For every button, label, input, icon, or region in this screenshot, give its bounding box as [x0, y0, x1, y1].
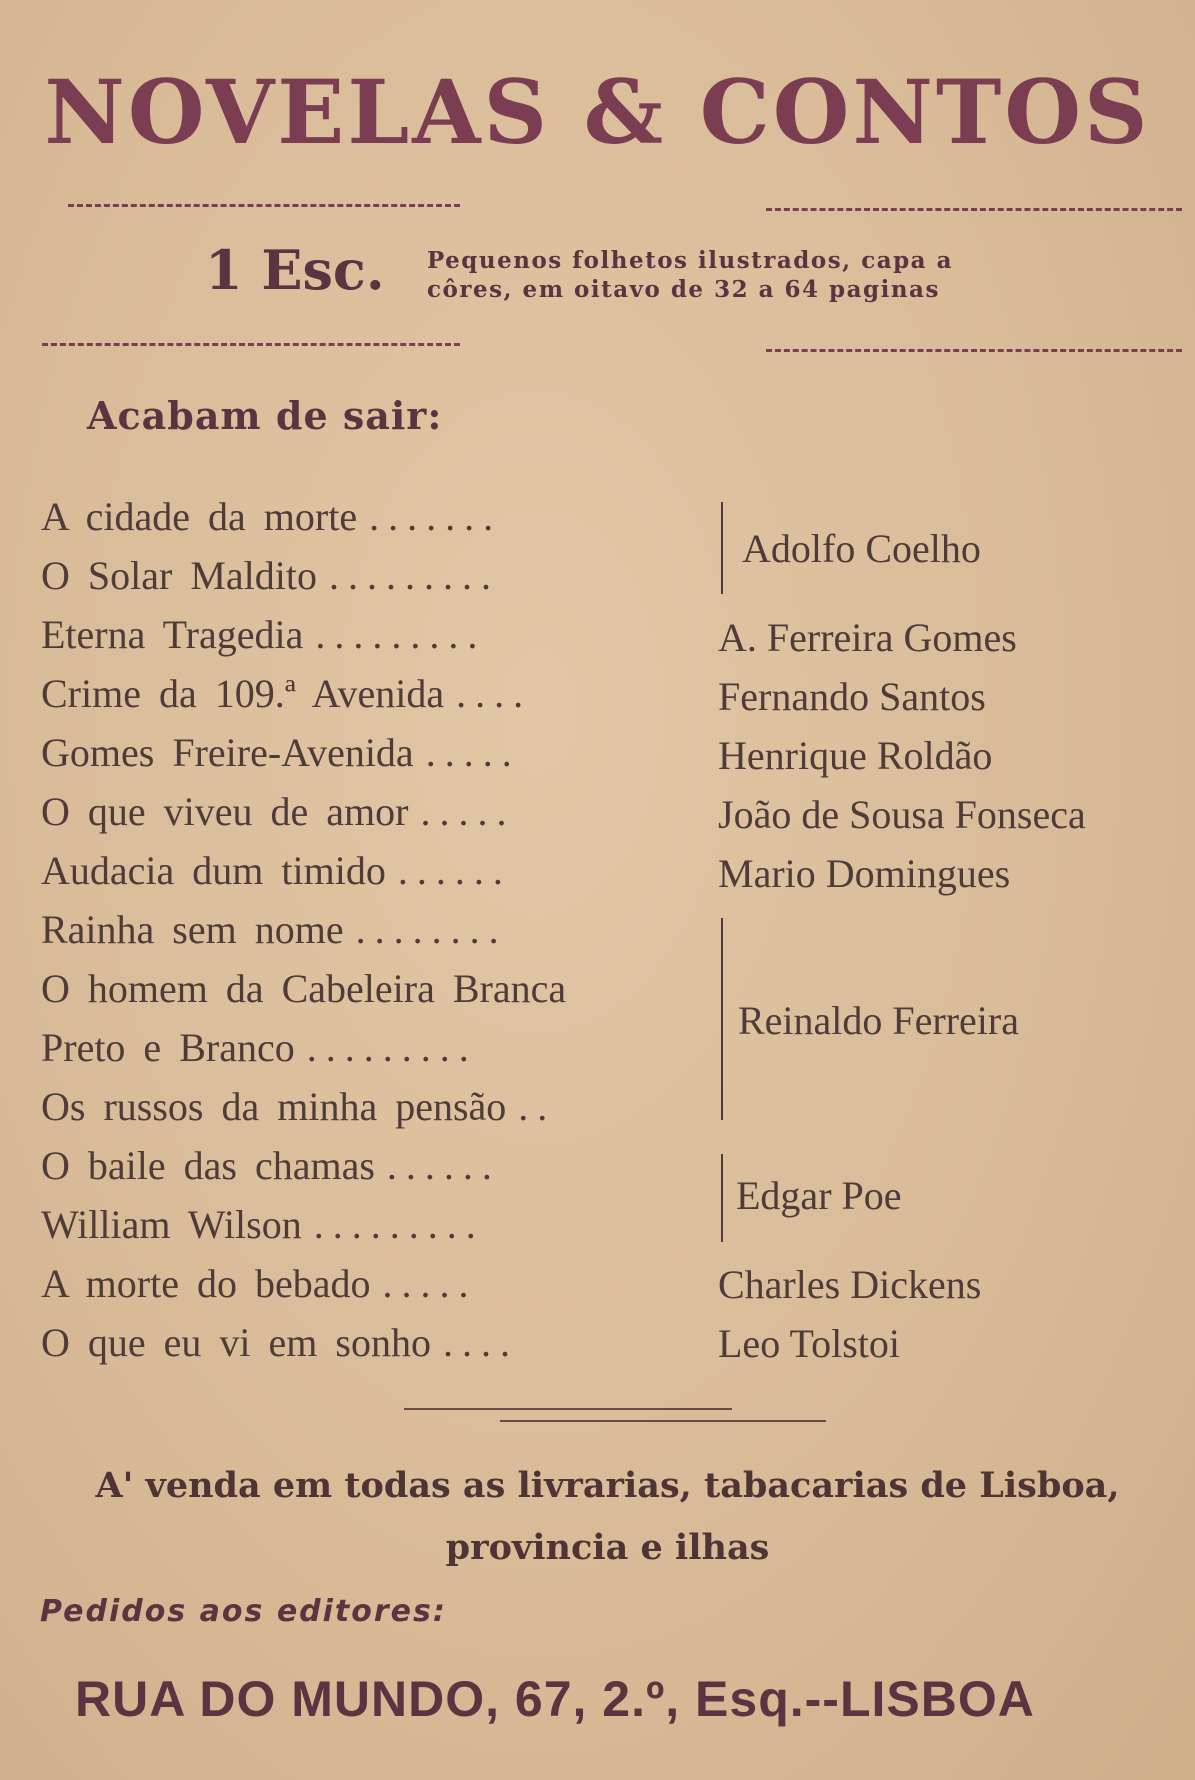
book-item [41, 841, 681, 900]
leader-dots: .... [442, 1320, 519, 1365]
book-item [41, 1077, 681, 1136]
book-title: O baile das chamas [41, 1143, 375, 1188]
author-name: Adolfo Coelho [742, 526, 981, 571]
author-name: Leo Tolstoi [718, 1321, 901, 1366]
author-name: A. Ferreira Gomes [718, 615, 1017, 660]
author-name: Charles Dickens [718, 1262, 982, 1307]
book-title: Preto e Branco [41, 1025, 295, 1070]
book-list [41, 487, 681, 1372]
leader-dots: ........ [355, 907, 508, 952]
leader-dots: ....... [369, 494, 503, 539]
author-name: Fernando Santos [718, 674, 986, 719]
author-name: Henrique Roldão [718, 733, 993, 778]
author-name: Edgar Poe [736, 1173, 902, 1218]
divider-line [500, 1420, 826, 1422]
book-title: Os russos da minha pensão [41, 1084, 507, 1129]
book-item [41, 782, 681, 841]
leader-dots: ......... [306, 1025, 478, 1070]
author-name: Reinaldo Ferreira [738, 998, 1019, 1043]
group-bracket [721, 918, 723, 1120]
availability-line: A' venda em todas as livrarias, tabacarias de Lisboa, [95, 1465, 1120, 1506]
divider-mid-left [42, 343, 460, 346]
leader-dots: ......... [315, 612, 487, 657]
availability-line: provincia e ilhas [445, 1527, 770, 1568]
book-item [41, 546, 681, 605]
divider-top-left [68, 204, 460, 207]
publisher-address: RUA DO MUNDO, 67, 2.º, Esq.--LISBOA [75, 1671, 1035, 1727]
book-item [41, 605, 681, 664]
leader-dots: ..... [382, 1261, 478, 1306]
author-name: Mario Domingues [718, 851, 1011, 896]
divider-line [404, 1408, 732, 1410]
book-title: Gomes Freire-Avenida [41, 730, 414, 775]
leader-dots: ..... [425, 730, 521, 775]
leader-dots: .. [518, 1084, 557, 1129]
book-title: O que viveu de amor [41, 789, 409, 834]
book-item [41, 1313, 681, 1372]
series-description: Pequenos folhetos ilustrados, capa a côres, em oitavo de 32 a 64 paginas [427, 247, 953, 303]
book-title: O Solar Maldito [41, 553, 317, 598]
book-title: Rainha sem nome [41, 907, 344, 952]
divider-top-right [766, 208, 1182, 211]
availability-notice [20, 1455, 1195, 1579]
author-name: João de Sousa Fonseca [718, 792, 1086, 837]
leader-dots: .... [456, 671, 533, 716]
leader-dots: ...... [386, 1143, 501, 1188]
book-title: Eterna Tragedia [41, 612, 304, 657]
leader-dots: ...... [397, 848, 512, 893]
book-item [41, 1018, 681, 1077]
group-bracket [721, 502, 723, 594]
price-label: 1 Esc. [205, 238, 385, 302]
book-item [41, 487, 681, 546]
book-item [41, 723, 681, 782]
new-releases-heading: Acabam de sair: [87, 393, 443, 438]
book-title: A cidade da morte [41, 494, 358, 539]
book-item [41, 1254, 681, 1313]
divider-mid-right [766, 349, 1182, 352]
book-title: Audacia dum timido [41, 848, 386, 893]
orders-label: Pedidos aos editores: [40, 1594, 447, 1629]
group-bracket [721, 1154, 723, 1242]
book-title: O homem da Cabeleira Branca [41, 966, 567, 1011]
book-title: A morte do bebado [41, 1261, 371, 1306]
book-item [41, 1136, 681, 1195]
leader-dots: ......... [328, 553, 500, 598]
book-item [41, 664, 681, 723]
book-item [41, 959, 681, 1018]
book-item [41, 900, 681, 959]
book-title: Crime da 109.ª Avenida [41, 671, 445, 716]
leader-dots: ..... [420, 789, 516, 834]
leader-dots: ......... [313, 1202, 485, 1247]
book-title: O que eu vi em sonho [41, 1320, 431, 1365]
page-title: NOVELAS & CONTOS [44, 60, 1151, 164]
book-item [41, 1195, 681, 1254]
book-title: William Wilson [41, 1202, 302, 1247]
